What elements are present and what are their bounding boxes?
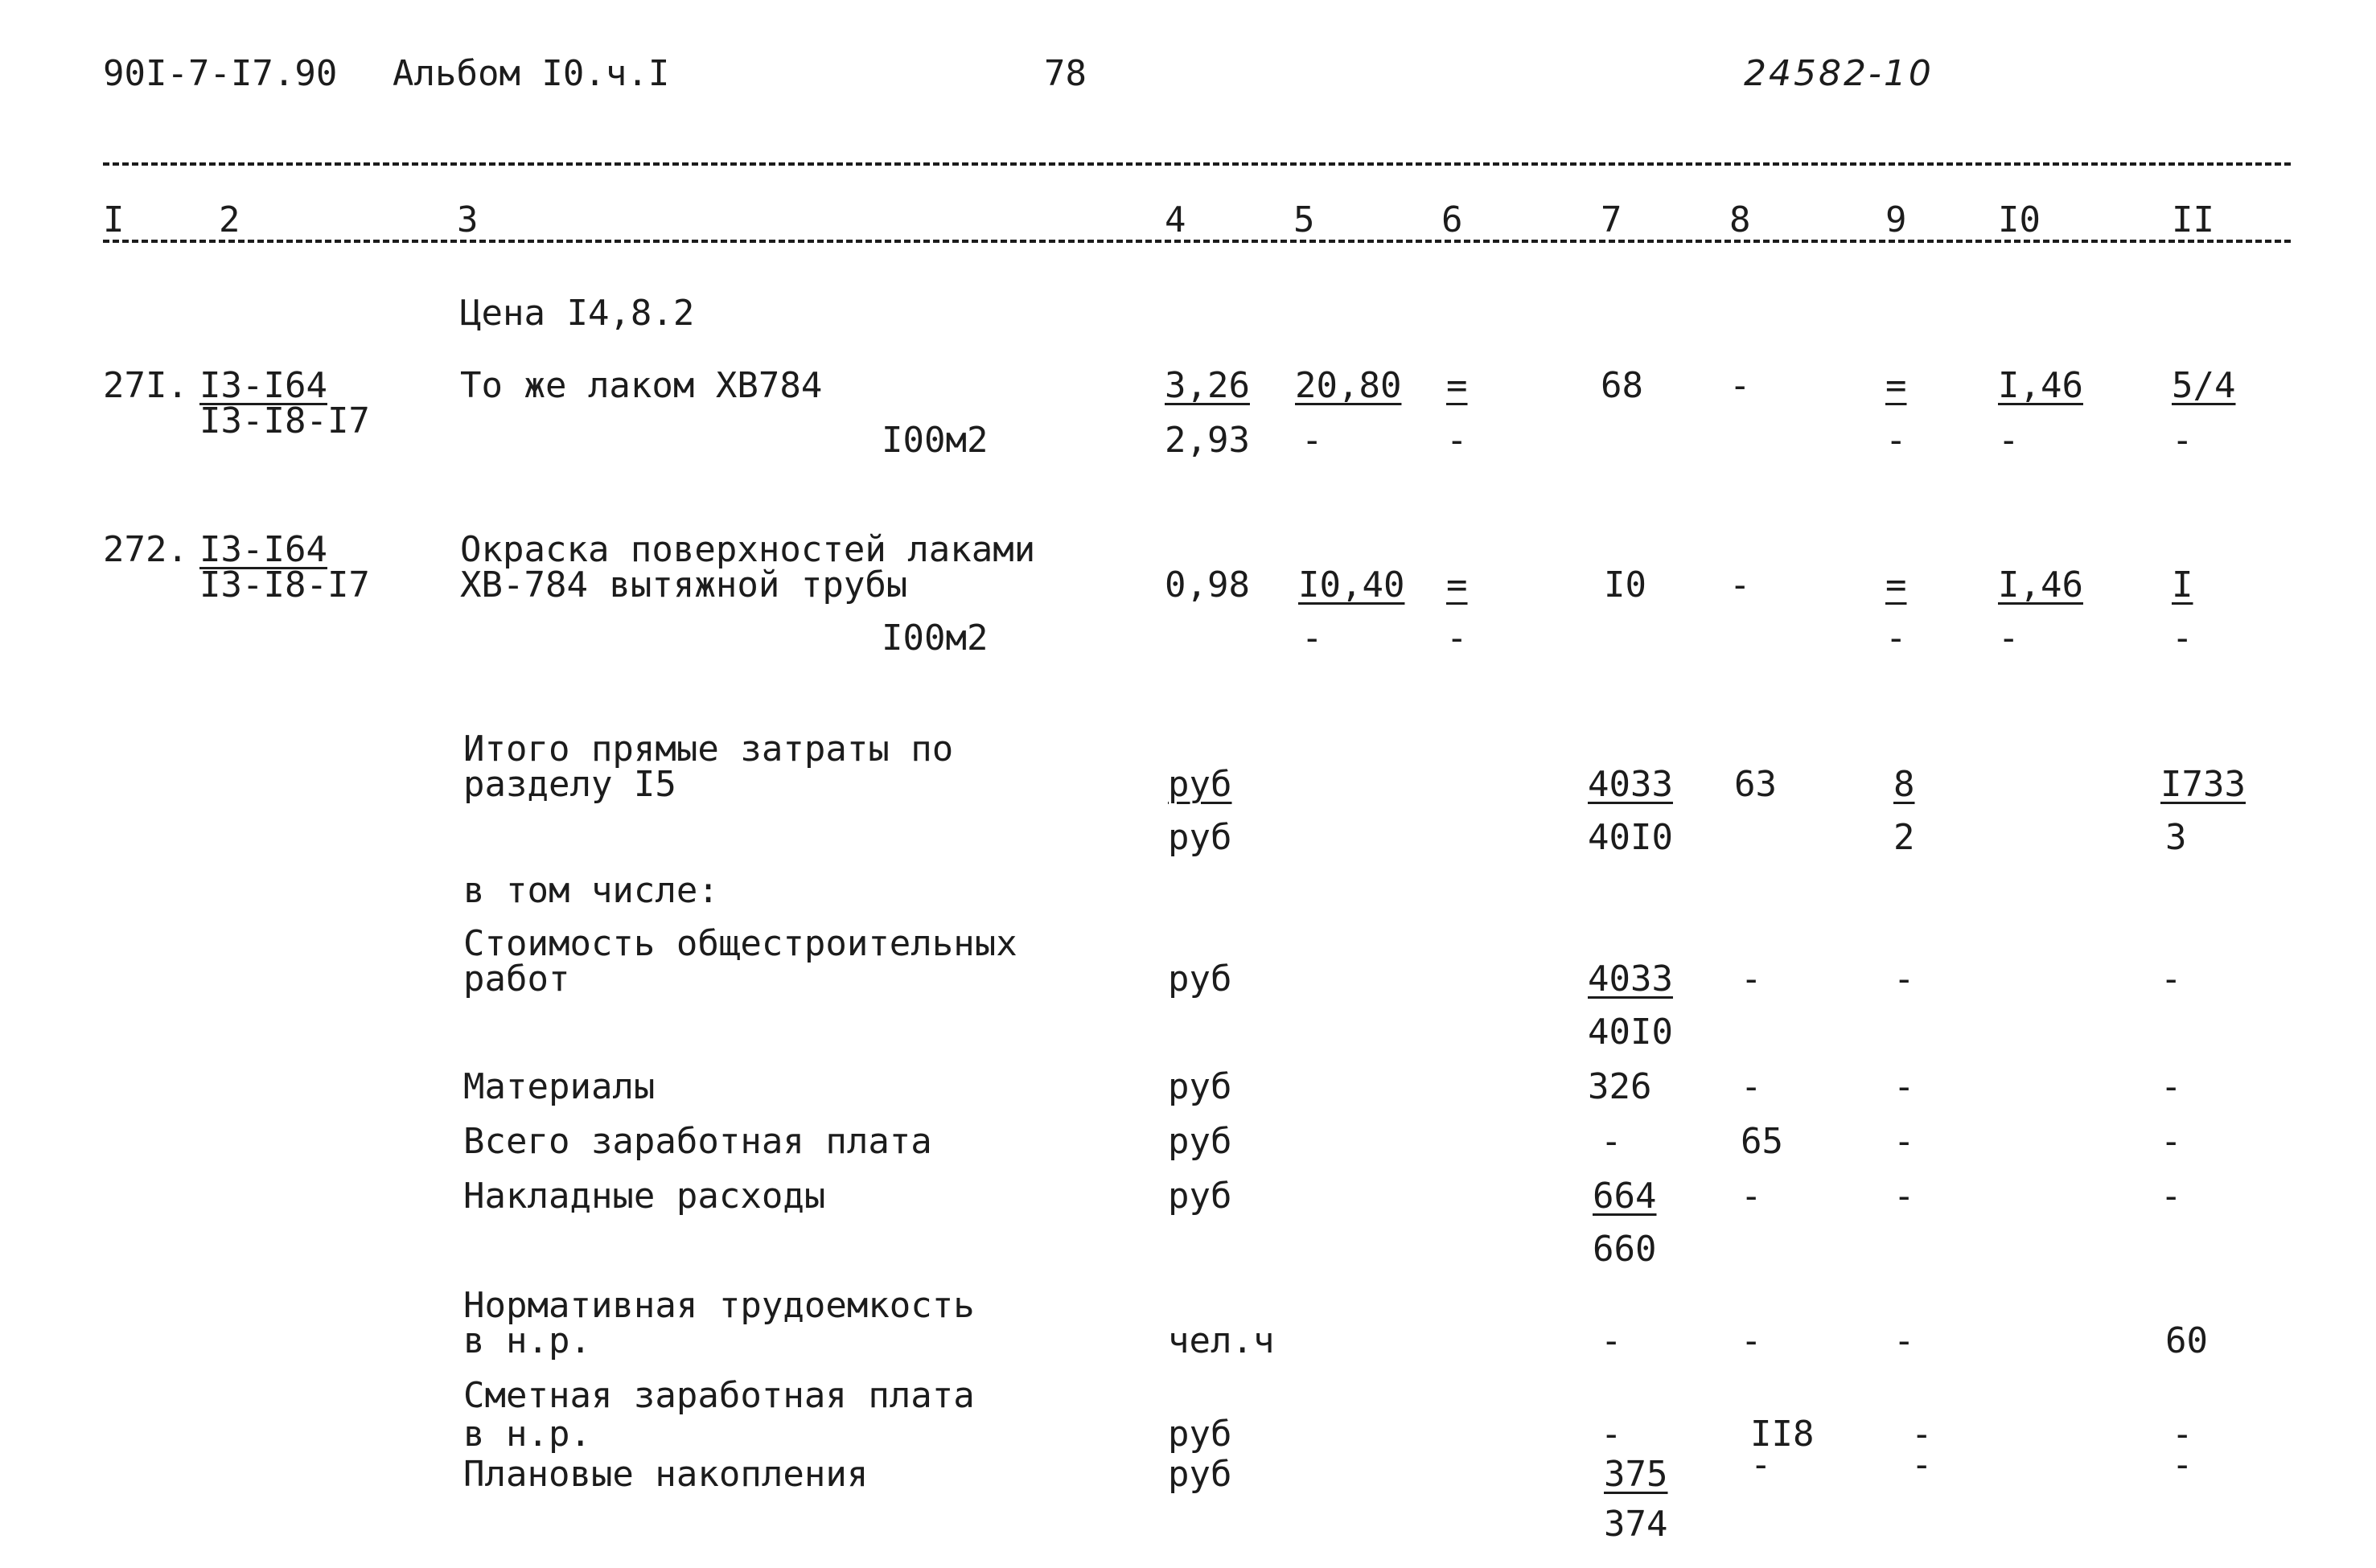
cell-col8: - [1741,1066,1762,1107]
cell-col9: - [1893,1320,1915,1361]
cell-col6: = [1446,365,1468,406]
cell-col11: - [2160,1066,2182,1107]
cell-col9: = [1885,365,1907,406]
cell-col11: 60 [2165,1320,2208,1361]
cell-col5: I0,40 [1298,564,1405,605]
summary-label-line2: в н.р. [463,1320,591,1361]
unit: руб [1168,1454,1232,1495]
cell-col11-lower: - [2172,420,2193,461]
cell-col9: - [1911,1444,1933,1485]
cell-col7-lower: 40I0 [1588,1012,1673,1053]
cell-col9: - [1893,1121,1915,1162]
row-number: 27I. [103,365,188,406]
summary-label-line2: в н.р. [463,1414,591,1455]
price-reference: Цена I4,8.2 [460,293,695,334]
unit: руб [1168,1121,1232,1162]
norm-code-secondary: I3-I8-I7 [199,400,370,441]
summary-label: Материалы [463,1066,656,1107]
cell-col11: I [2172,564,2193,605]
cell-col9: - [1893,1066,1915,1107]
header-divider [103,162,2291,166]
summary-label-line2: разделу I5 [463,764,676,805]
cell-col8: - [1741,1320,1762,1361]
cell-col9-lower: - [1885,420,1907,461]
cell-col4-lower: 2,93 [1165,420,1250,461]
row-number: 272. [103,529,188,570]
including-label: в том числе: [463,870,719,911]
cell-col9-lower: - [1885,618,1907,659]
cell-col4: 3,26 [1165,365,1250,406]
cell-col9: = [1885,564,1907,605]
cell-col10-lower: - [1998,618,2020,659]
cell-col9-lower: 2 [1893,817,1915,858]
cell-col7: - [1601,1414,1622,1455]
cell-col11: - [2160,1176,2182,1217]
cell-col8: - [1729,365,1751,406]
cell-col10: I,46 [1998,564,2083,605]
cell-col7: 68 [1601,365,1643,406]
cell-col11: - [2172,1414,2193,1455]
col-8: 8 [1729,199,1751,240]
summary-label: Накладные расходы [463,1176,826,1217]
col-6: 6 [1441,199,1463,240]
cell-col8: 63 [1734,764,1777,805]
norm-code: I3-I64 [199,529,327,570]
cell-col11: 5/4 [2172,365,2236,406]
cell-col10: I,46 [1998,365,2083,406]
cell-col11: I733 [2160,764,2246,805]
col-9: 9 [1885,199,1907,240]
col-11: II [2172,199,2214,240]
cell-col11-lower: 3 [2165,817,2187,858]
cell-col7: - [1601,1320,1622,1361]
col-7: 7 [1601,199,1622,240]
cell-col8: II8 [1750,1414,1815,1455]
col-10: I0 [1998,199,2041,240]
cell-col5: 20,80 [1295,365,1402,406]
summary-label: Нормативная трудоемкость [463,1285,975,1326]
summary-label: Стоимость общестроительных [463,923,1017,964]
cell-col7: 4033 [1588,764,1673,805]
cell-col9: - [1911,1414,1933,1455]
cell-col8: - [1750,1444,1772,1485]
col-3: 3 [457,199,479,240]
unit: I00м2 [882,420,989,461]
unit-lower: руб [1168,817,1232,858]
col-4: 4 [1165,199,1186,240]
summary-label: Всего заработная плата [463,1121,932,1162]
cell-col5-lower: - [1301,618,1323,659]
work-description: То же лаком ХВ784 [460,365,823,406]
cell-col9: 8 [1893,764,1915,805]
cell-col7-lower: 660 [1593,1229,1657,1270]
cell-col8: 65 [1741,1121,1783,1162]
cell-col6-lower: - [1446,420,1468,461]
cell-col7: 326 [1588,1066,1652,1107]
doc-code: 90I-7-I7.90 [103,53,338,94]
cell-col8: - [1741,1176,1762,1217]
unit: I00м2 [882,618,989,659]
page-number: 78 [1044,53,1087,94]
cell-col7: - [1601,1121,1622,1162]
cell-col6: = [1446,564,1468,605]
norm-code-secondary: I3-I8-I7 [199,564,370,605]
cell-col6-lower: - [1446,618,1468,659]
summary-label: Итого прямые затраты по [463,729,954,770]
cell-col7: I0 [1604,564,1646,605]
unit: чел.ч [1168,1320,1275,1361]
summary-label: Сметная заработная плата [463,1375,975,1416]
cell-col7: 375 [1604,1454,1668,1495]
norm-code: I3-I64 [199,365,327,406]
unit: руб [1168,1176,1232,1217]
cell-col11: - [2160,1121,2182,1162]
cell-col7: 4033 [1588,958,1673,999]
cell-col8: - [1729,564,1751,605]
unit: руб [1168,1066,1232,1107]
col-5: 5 [1293,199,1315,240]
summary-label-line2: работ [463,958,570,999]
cell-col9: - [1893,1176,1915,1217]
cell-col11: - [2172,1444,2193,1485]
work-description: Окраска поверхностей лаками [460,529,1036,570]
cell-col7: 664 [1593,1176,1657,1217]
unit: руб [1168,764,1232,805]
cell-col11-lower: - [2172,618,2193,659]
col-1: I [103,199,125,240]
col-2: 2 [219,199,240,240]
cell-col9: - [1893,958,1915,999]
cell-col7-lower: 374 [1604,1504,1668,1545]
column-divider [103,240,2291,243]
cell-col10-lower: - [1998,420,2020,461]
cell-col5-lower: - [1301,420,1323,461]
cell-col11: - [2160,958,2182,999]
cell-col8: - [1741,958,1762,999]
work-description-line2: ХВ-784 вытяжной трубы [460,564,908,605]
cell-col7-lower: 40I0 [1588,817,1673,858]
album-label: Альбом I0.ч.I [393,53,670,94]
archive-stamp: 24582-10 [1744,53,1934,94]
summary-label: Плановые накопления [463,1454,869,1495]
cell-col4: 0,98 [1165,564,1250,605]
unit: руб [1168,1414,1232,1455]
unit: руб [1168,958,1232,999]
